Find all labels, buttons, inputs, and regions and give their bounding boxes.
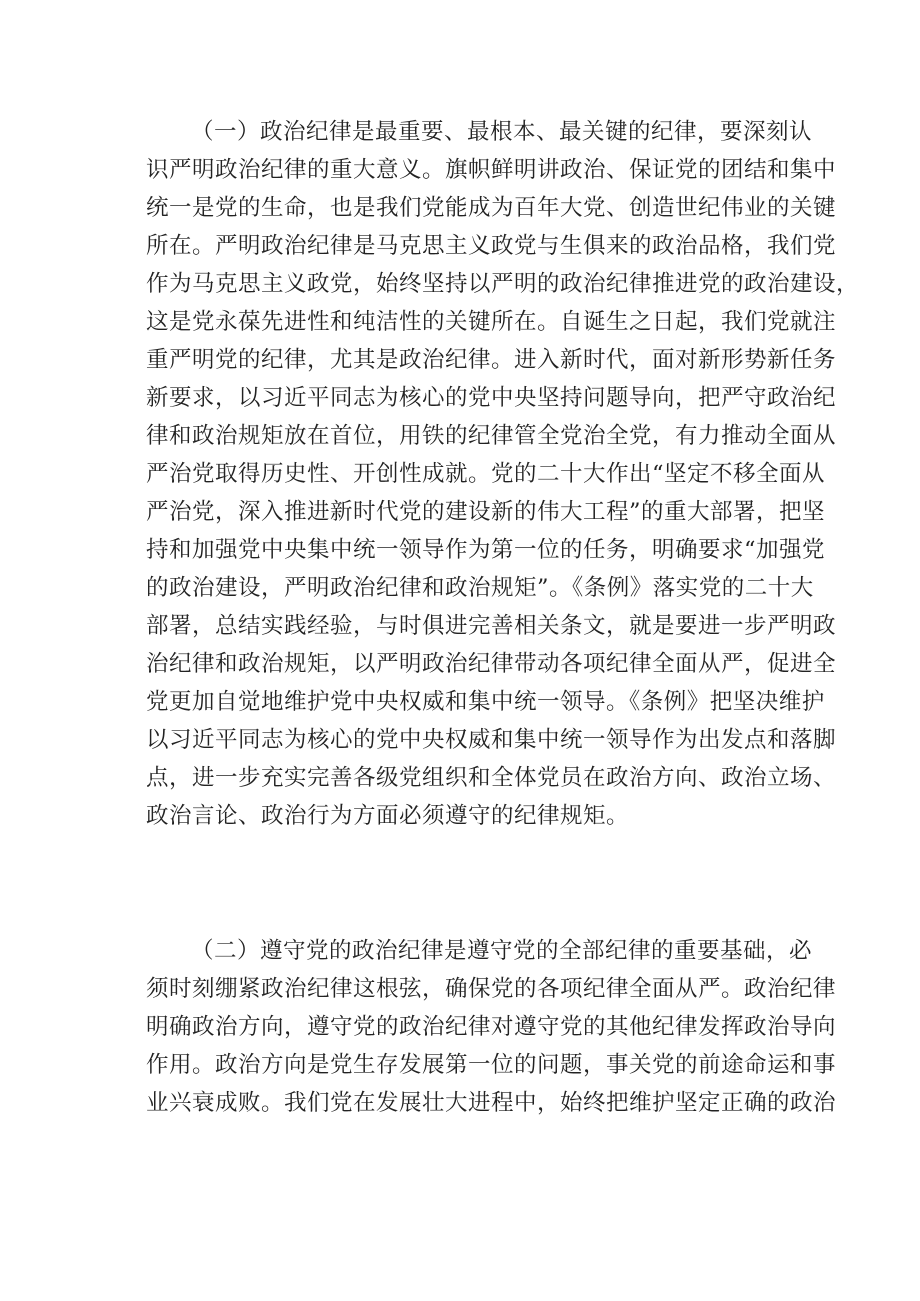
paragraph-line: （二）遵守党的政治纪律是遵守党的全部纪律的重要基础，必 — [191, 938, 813, 964]
paragraph-line: 治纪律和政治规矩，以严明政治纪律带动各项纪律全面从严，促进全 — [146, 651, 837, 677]
paragraph-line: 统一是党的生命，也是我们党能成为百年大党、创造世纪伟业的关键 — [146, 195, 837, 221]
paragraph-political-discipline-2 — [146, 932, 837, 1122]
paragraph-line: 部署，总结实践经验，与时俱进完善相关条文，就是要进一步严明政 — [146, 613, 837, 639]
paragraph-line: 政治言论、政治行为方面必须遵守的纪律规矩。 — [146, 803, 630, 829]
paragraph-line: 明确政治方向，遵守党的政治纪律对遵守党的其他纪律发挥政治导向 — [146, 1014, 837, 1040]
paragraph-line: 严治党，深入推进新时代党的建设新的伟大工程”的重大部署，把坚 — [146, 499, 826, 525]
paragraph-line: 以习近平同志为核心的党中央权威和集中统一领导作为出发点和落脚 — [146, 727, 837, 753]
paragraph-line: 的政治建设，严明政治纪律和政治规矩”。《条例》落实党的二十大 — [146, 575, 814, 601]
paragraph-line: 党更加自觉地维护党中央权威和集中统一领导。《条例》把坚决维护 — [146, 689, 825, 715]
paragraph-line: 这是党永葆先进性和纯洁性的关键所在。自诞生之日起，我们党就注 — [146, 309, 837, 335]
paragraph-line: 识严明政治纪律的重大意义。旗帜鲜明讲政治、保证党的团结和集中 — [146, 157, 837, 183]
paragraph-line: 新要求，以习近平同志为核心的党中央坚持问题导向，把严守政治纪 — [146, 385, 837, 411]
paragraph-line: 须时刻绷紧政治纪律这根弦，确保党的各项纪律全面从严。政治纪律 — [146, 976, 837, 1002]
paragraph-line: 重严明党的纪律，尤其是政治纪律。进入新时代，面对新形势新任务 — [146, 347, 837, 373]
paragraph-line: （一）政治纪律是最重要、最根本、最关键的纪律，要深刻认 — [191, 119, 813, 145]
paragraph-line: 作为马克思主义政党，始终坚持以严明的政治纪律推进党的政治建设， — [146, 271, 860, 297]
paragraph-line: 持和加强党中央集中统一领导作为第一位的任务，明确要求“加强党 — [146, 537, 826, 563]
paragraph-line: 所在。严明政治纪律是马克思主义政党与生俱来的政治品格，我们党 — [146, 233, 837, 259]
paragraph-line: 严治党取得历史性、开创性成就。党的二十大作出“坚定不移全面从 — [146, 461, 826, 487]
paragraph-line: 点，进一步充实完善各级党组织和全体党员在政治方向、政治立场、 — [146, 765, 837, 791]
paragraph-line: 律和政治规矩放在首位，用铁的纪律管全党治全党，有力推动全面从 — [146, 423, 837, 449]
paragraph-political-discipline-1 — [146, 113, 860, 835]
paragraph-line: 业兴衰成败。我们党在发展壮大进程中，始终把维护坚定正确的政治 — [146, 1090, 837, 1116]
paragraph-line: 作用。政治方向是党生存发展第一位的问题，事关党的前途命运和事 — [146, 1052, 837, 1078]
